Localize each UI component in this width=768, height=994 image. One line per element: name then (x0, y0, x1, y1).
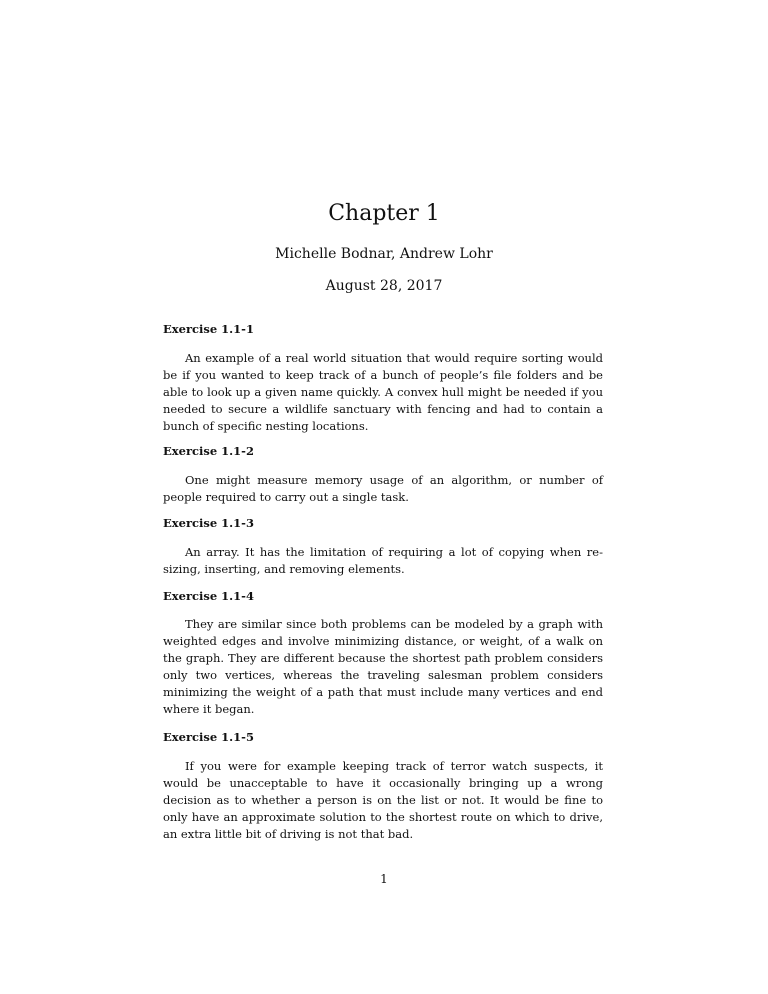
exercise-heading-1-1-4: Exercise 1.1-4 (163, 589, 254, 603)
page-number: 1 (380, 872, 388, 886)
chapter-title: Chapter 1 (328, 201, 440, 226)
exercise-text-1-1-3: An array. It has the limitation of requiring a lot of copying when re-sizing, inserting, and removing elements. (163, 545, 603, 576)
exercise-heading-1-1-3: Exercise 1.1-3 (163, 516, 254, 530)
document-date: August 28, 2017 (325, 278, 443, 294)
exercise-heading-1-1-1: Exercise 1.1-1 (163, 322, 254, 336)
exercise-text-1-1-1: An example of a real world situation that would require sorting would be if you wanted to keep track of a bunch of people’s file folders and be able to look up a given name quickly. A convex hull might be needed if you needed to secure a wildlife sanctuary with fencing and had to contain a bunch of specific nesting locations. (163, 351, 603, 433)
exercise-text-1-1-2: One might measure memory usage of an algorithm, or number of people required to carry out a single task. (163, 473, 603, 504)
exercise-text-1-1-4: They are similar since both problems can be modeled by a graph with weighted edges and involve minimizing distance, or weight, of a walk on the graph. They are different because the shortest path problem considers only two vertices, whereas the traveling salesman problem considers minimizing the weight of a path that must include many vertices and end where it began. (163, 617, 603, 716)
author-line: Michelle Bodnar, Andrew Lohr (275, 246, 493, 262)
exercise-heading-1-1-5: Exercise 1.1-5 (163, 730, 254, 744)
exercise-text-1-1-5: If you were for example keeping track of terror watch suspects, it would be unacceptable to have it occasionally bringing up a wrong decision as to whether a person is on the list or not. It would be fine to only have an approximate solution to the shortest route on which to drive, an extra little bit of driving is not that bad. (163, 759, 603, 841)
exercise-heading-1-1-2: Exercise 1.1-2 (163, 444, 254, 458)
